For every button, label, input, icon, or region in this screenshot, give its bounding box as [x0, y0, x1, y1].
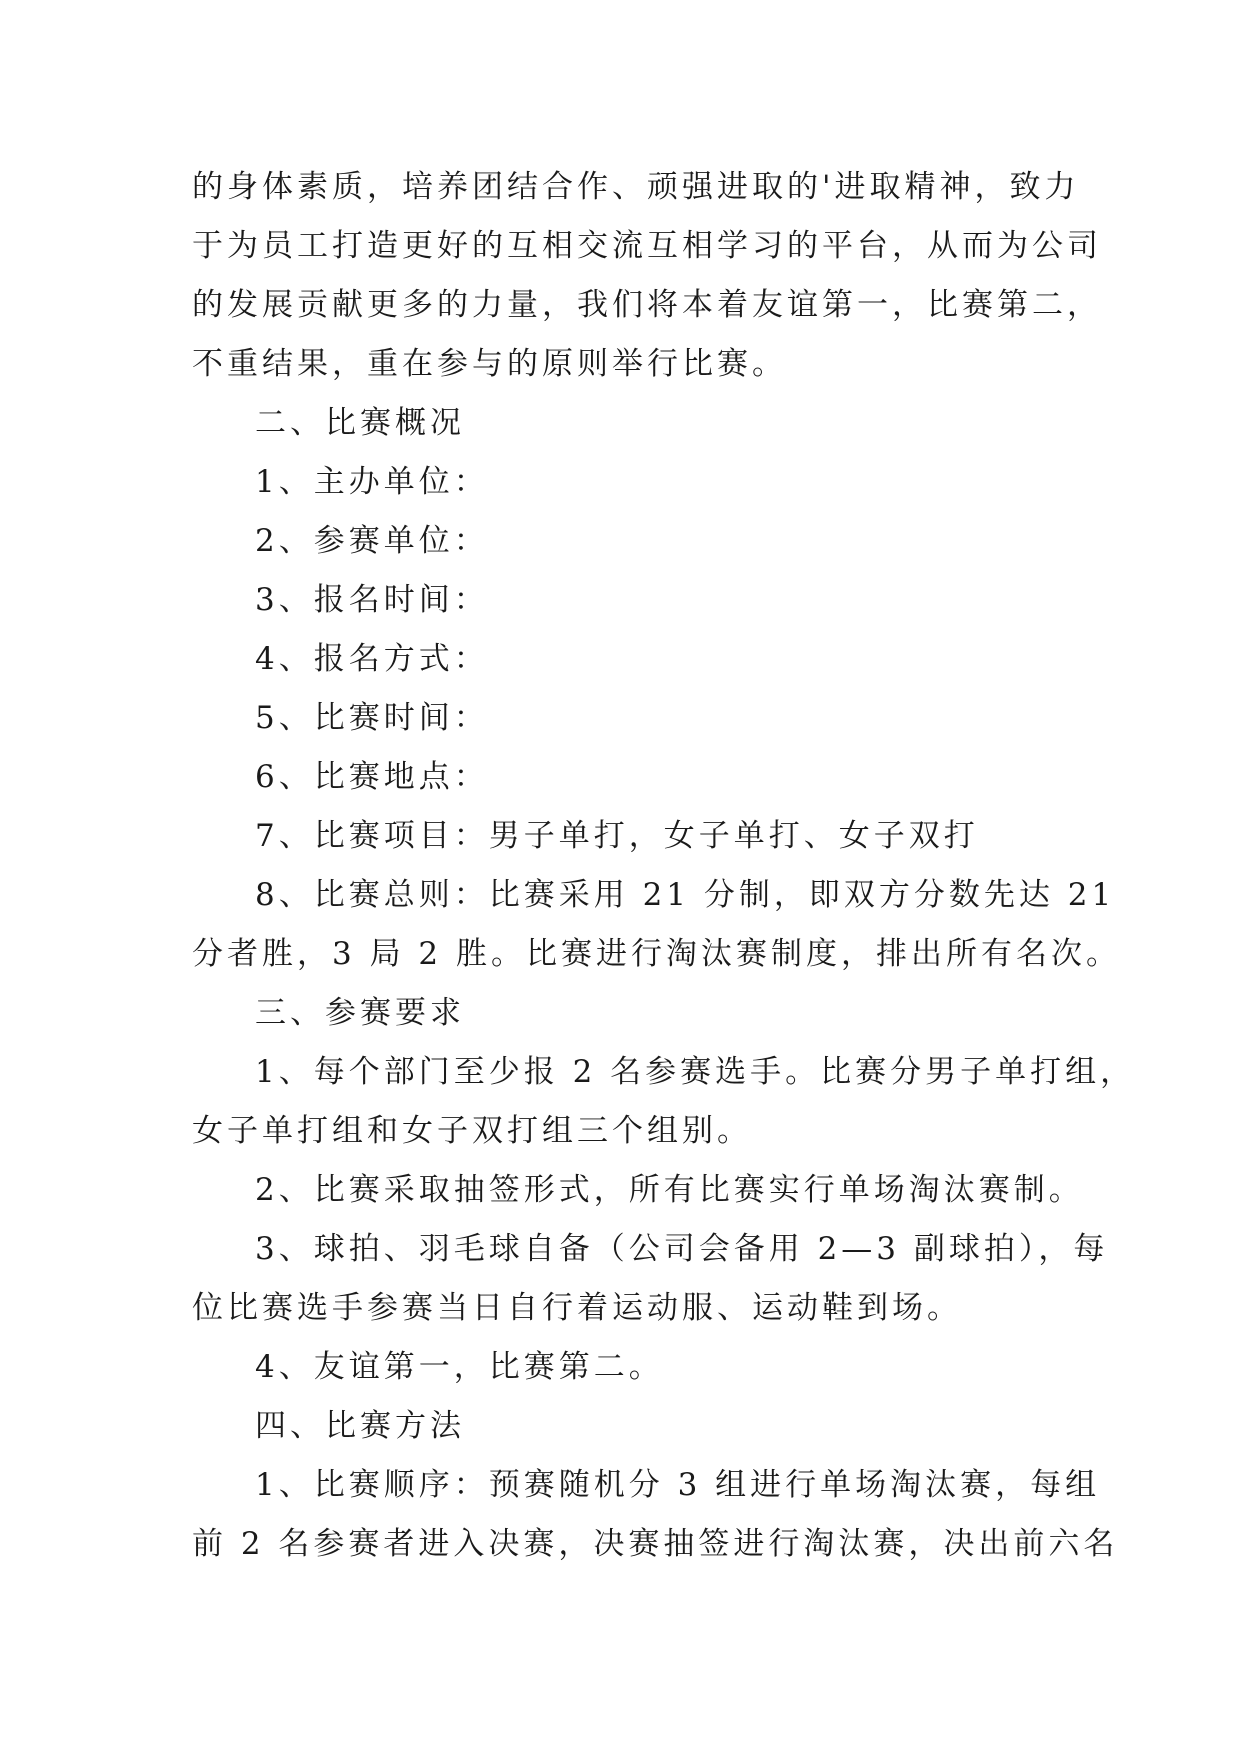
list-item: 2、参赛单位： — [255, 523, 489, 559]
paragraph-line: 的身体素质，培养团结合作、顽强进取的'进取精神，致力 — [192, 169, 1080, 205]
paragraph-line: 前 2 名参赛者进入决赛，决赛抽签进行淘汰赛，决出前六名 — [192, 1526, 1119, 1562]
paragraph-line: 女子单打组和女子双打组三个组别。 — [192, 1113, 752, 1149]
paragraph-line: 的发展贡献更多的力量，我们将本着友谊第一，比赛第二， — [192, 287, 1102, 323]
section-heading: 二、比赛概况 — [255, 405, 465, 441]
list-item: 1、主办单位： — [255, 464, 489, 500]
list-item: 1、每个部门至少报 2 名参赛选手。比赛分男子单打组， — [255, 1054, 1136, 1090]
list-item: 7、比赛项目：男子单打，女子单打、女子双打 — [255, 818, 979, 854]
section-heading: 三、参赛要求 — [255, 995, 465, 1031]
list-item: 2、比赛采取抽签形式，所有比赛实行单场淘汰赛制。 — [255, 1172, 1084, 1208]
list-item: 6、比赛地点： — [255, 759, 489, 795]
section-heading: 四、比赛方法 — [255, 1408, 465, 1444]
paragraph-line: 不重结果，重在参与的原则举行比赛。 — [192, 346, 787, 382]
list-item: 4、友谊第一，比赛第二。 — [255, 1349, 664, 1385]
paragraph-line: 于为员工打造更好的互相交流互相学习的平台，从而为公司 — [192, 228, 1102, 264]
list-item: 1、比赛顺序：预赛随机分 3 组进行单场淘汰赛，每组 — [255, 1467, 1101, 1503]
list-item: 8、比赛总则：比赛采用 21 分制，即双方分数先达 21 — [255, 877, 1116, 913]
list-item: 3、球拍、羽毛球自备（公司会备用 2—3 副球拍），每 — [255, 1231, 1109, 1267]
paragraph-line: 分者胜，3 局 2 胜。比赛进行淘汰赛制度，排出所有名次。 — [192, 936, 1122, 972]
document-body — [192, 158, 1136, 1574]
paragraph-line: 位比赛选手参赛当日自行着运动服、运动鞋到场。 — [192, 1290, 962, 1326]
list-item: 4、报名方式： — [255, 641, 489, 677]
list-item: 3、报名时间： — [255, 582, 489, 618]
list-item: 5、比赛时间： — [255, 700, 489, 736]
